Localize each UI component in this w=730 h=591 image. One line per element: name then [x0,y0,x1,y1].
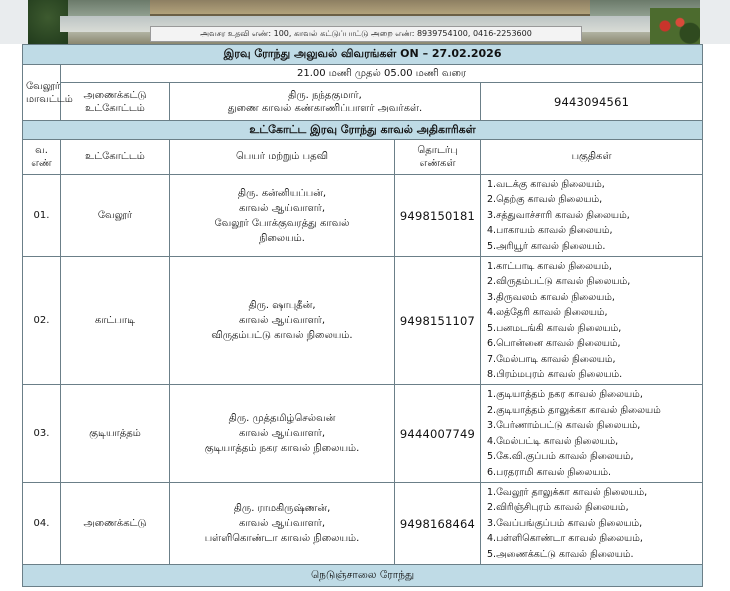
officer-name: திரு. முத்தமிழ்செல்வன் [228,413,336,424]
row-officer [170,175,395,257]
officer-name: திரு. ஷாபுதீன், [248,300,316,311]
area-item: 3.திருவலம் காவல் நிலையம், [487,291,615,303]
area-item: 5.அணைக்கட்டு காவல் நிலையம். [487,548,634,560]
area-item: 1.வேலூர் தாலுக்கா காவல் நிலையம், [487,486,648,498]
row-sno: 03. [23,385,61,483]
officer-station: பள்ளிகொண்டா காவல் நிலையம். [204,533,360,544]
area-item: 1.வடக்கு காவல் நிலையம், [487,178,605,190]
supervisor-subdivision-line2: உட்கோட்டம் [85,102,145,114]
col-sno-line1: வ. [35,145,48,156]
col-sno-header [23,140,61,175]
row-phone: 9444007749 [395,385,481,483]
row-sno: 02. [23,257,61,385]
row-subdivision: அணைக்கட்டு [61,483,170,565]
table-row [23,175,703,257]
area-item: 3.பேர்ணாம்பட்டு காவல் நிலையம், [487,420,641,431]
column-header-row [23,140,703,175]
officer-name: திரு. கன்னியப்பன், [237,187,327,199]
area-item: 2.தெற்கு காவல் நிலையம், [487,194,603,206]
area-item: 5.அரியூர் காவல் நிலையம். [487,240,606,252]
row-phone: 9498151107 [395,257,481,385]
row-areas [481,175,703,257]
officer-rank: காவல் ஆய்வாளர், [238,202,326,214]
row-phone: 9498168464 [395,483,481,565]
officer-rank: காவல் ஆய்வாளர், [238,518,326,529]
area-item: 4.பாகாயம் காவல் நிலையம், [487,225,613,237]
col-contact-line1: தொடர்பு [417,145,458,156]
district-line1: வேலூர் [26,80,61,92]
col-contact-header [395,140,481,175]
officer-station-cont: நிலையம். [259,232,305,244]
row-sno: 01. [23,175,61,257]
district-cell [23,65,73,121]
table-row [23,483,703,565]
col-contact-line2: எண்கள் [419,158,456,169]
row-areas [481,257,703,385]
table-row [23,385,703,483]
row-subdivision: காட்பாடி [61,257,170,385]
row-phone: 9498150181 [395,175,481,257]
area-item: 2.விருதம்பட்டு காவல் நிலையம், [487,276,631,287]
area-item: 1.காட்பாடி காவல் நிலையம், [487,260,612,272]
officer-name: திரு. ராமகிருஷ்ணன், [233,503,331,514]
col-subdivision-header: உட்கோட்டம் [61,140,170,175]
col-areas-header: பகுதிகள் [481,140,703,175]
header-banner-photo [0,0,730,44]
area-item: 3.சத்துவாச்சாரி காவல் நிலையம், [487,209,630,221]
officer-station: விருதம்பட்டு காவல் நிலையம். [211,330,353,341]
section-title: உட்கோட்ட இரவு ரோந்து காவல் அதிகாரிகள் [23,121,703,140]
officer-rank: காவல் ஆய்வாளர், [238,315,326,326]
supervisor-name: திரு. நந்தகுமார், [288,89,362,101]
row-officer [170,385,395,483]
row-areas [481,483,703,565]
emergency-contact-strip: அவசர உதவி எண்: 100, காவல் கட்டுப்பாட்டு அறை எண்: 8939754100, 0416-2253600 [150,26,582,42]
night-patrol-table [22,44,703,587]
area-item: 1.குடியாத்தம் நகர காவல் நிலையம், [487,389,643,400]
area-item: 4.லத்தேரி காவல் நிலையம், [487,307,608,318]
page-title: இரவு ரோந்து அலுவல் விவரங்கள் ON – 27.02.2026 [23,45,703,65]
row-officer [170,483,395,565]
district-line2: மாவட்டம் [26,93,73,105]
row-subdivision: வேலூர் [61,175,170,257]
area-item: 2.விரிஞ்சிபுரம் காவல் நிலையம், [487,502,629,514]
title-row [23,45,703,65]
row-areas [481,385,703,483]
section-title-row [23,121,703,140]
officer-station: குடியாத்தம் நகர காவல் நிலையம். [204,443,360,454]
area-item: 3.வேப்பங்குப்பம் காவல் நிலையம், [487,517,643,529]
table-row [23,257,703,385]
fort-wall-graphic [150,0,590,16]
area-item: 6.பரதராமி காவல் நிலையம். [487,466,612,478]
area-item: 8.பிரம்மபுரம் காவல் நிலையம். [487,369,623,380]
flowers-graphic [650,8,700,44]
row-officer [170,257,395,385]
footer-row [23,565,703,587]
highway-patrol-heading: நெடுஞ்சாலை ரோந்து [23,565,703,587]
row-sno: 04. [23,483,61,565]
area-item: 6.பொன்னை காவல் நிலையம், [487,338,621,349]
officer-station: வேலூர் போக்குவரத்து காவல் [214,217,350,229]
area-item: 7.மேல்பாடி காவல் நிலையம், [487,353,616,365]
officer-rank: காவல் ஆய்வாளர், [238,428,326,439]
supervisor-row [23,83,703,121]
supervisor-subdivision [61,83,170,121]
area-item: 5.கே.வி.குப்பம் காவல் நிலையம், [487,451,634,462]
area-item: 4.பள்ளிகொண்டா காவல் நிலையம், [487,533,643,545]
supervisor-subdivision-line1: அணைக்கட்டு [83,89,147,101]
area-item: 2.குடியாத்தம் தாலுக்கா காவல் நிலையம் [487,404,661,416]
supervisor-officer [170,83,481,121]
time-row [23,65,703,83]
supervisor-designation: துணை காவல் கண்காணிப்பாளர் அவர்கள். [227,102,423,114]
supervisor-phone: 9443094561 [481,83,703,121]
col-sno-line2: எண் [31,158,52,169]
area-item: 4.மேல்பட்டி காவல் நிலையம், [487,435,619,447]
row-subdivision: குடியாத்தம் [61,385,170,483]
area-item: 5.பனமடங்கி காவல் நிலையம், [487,322,622,334]
time-range: 21.00 மணி முதல் 05.00 மணி வரை [61,65,703,83]
col-name-header: பெயர் மற்றும் பதவி [170,140,395,175]
